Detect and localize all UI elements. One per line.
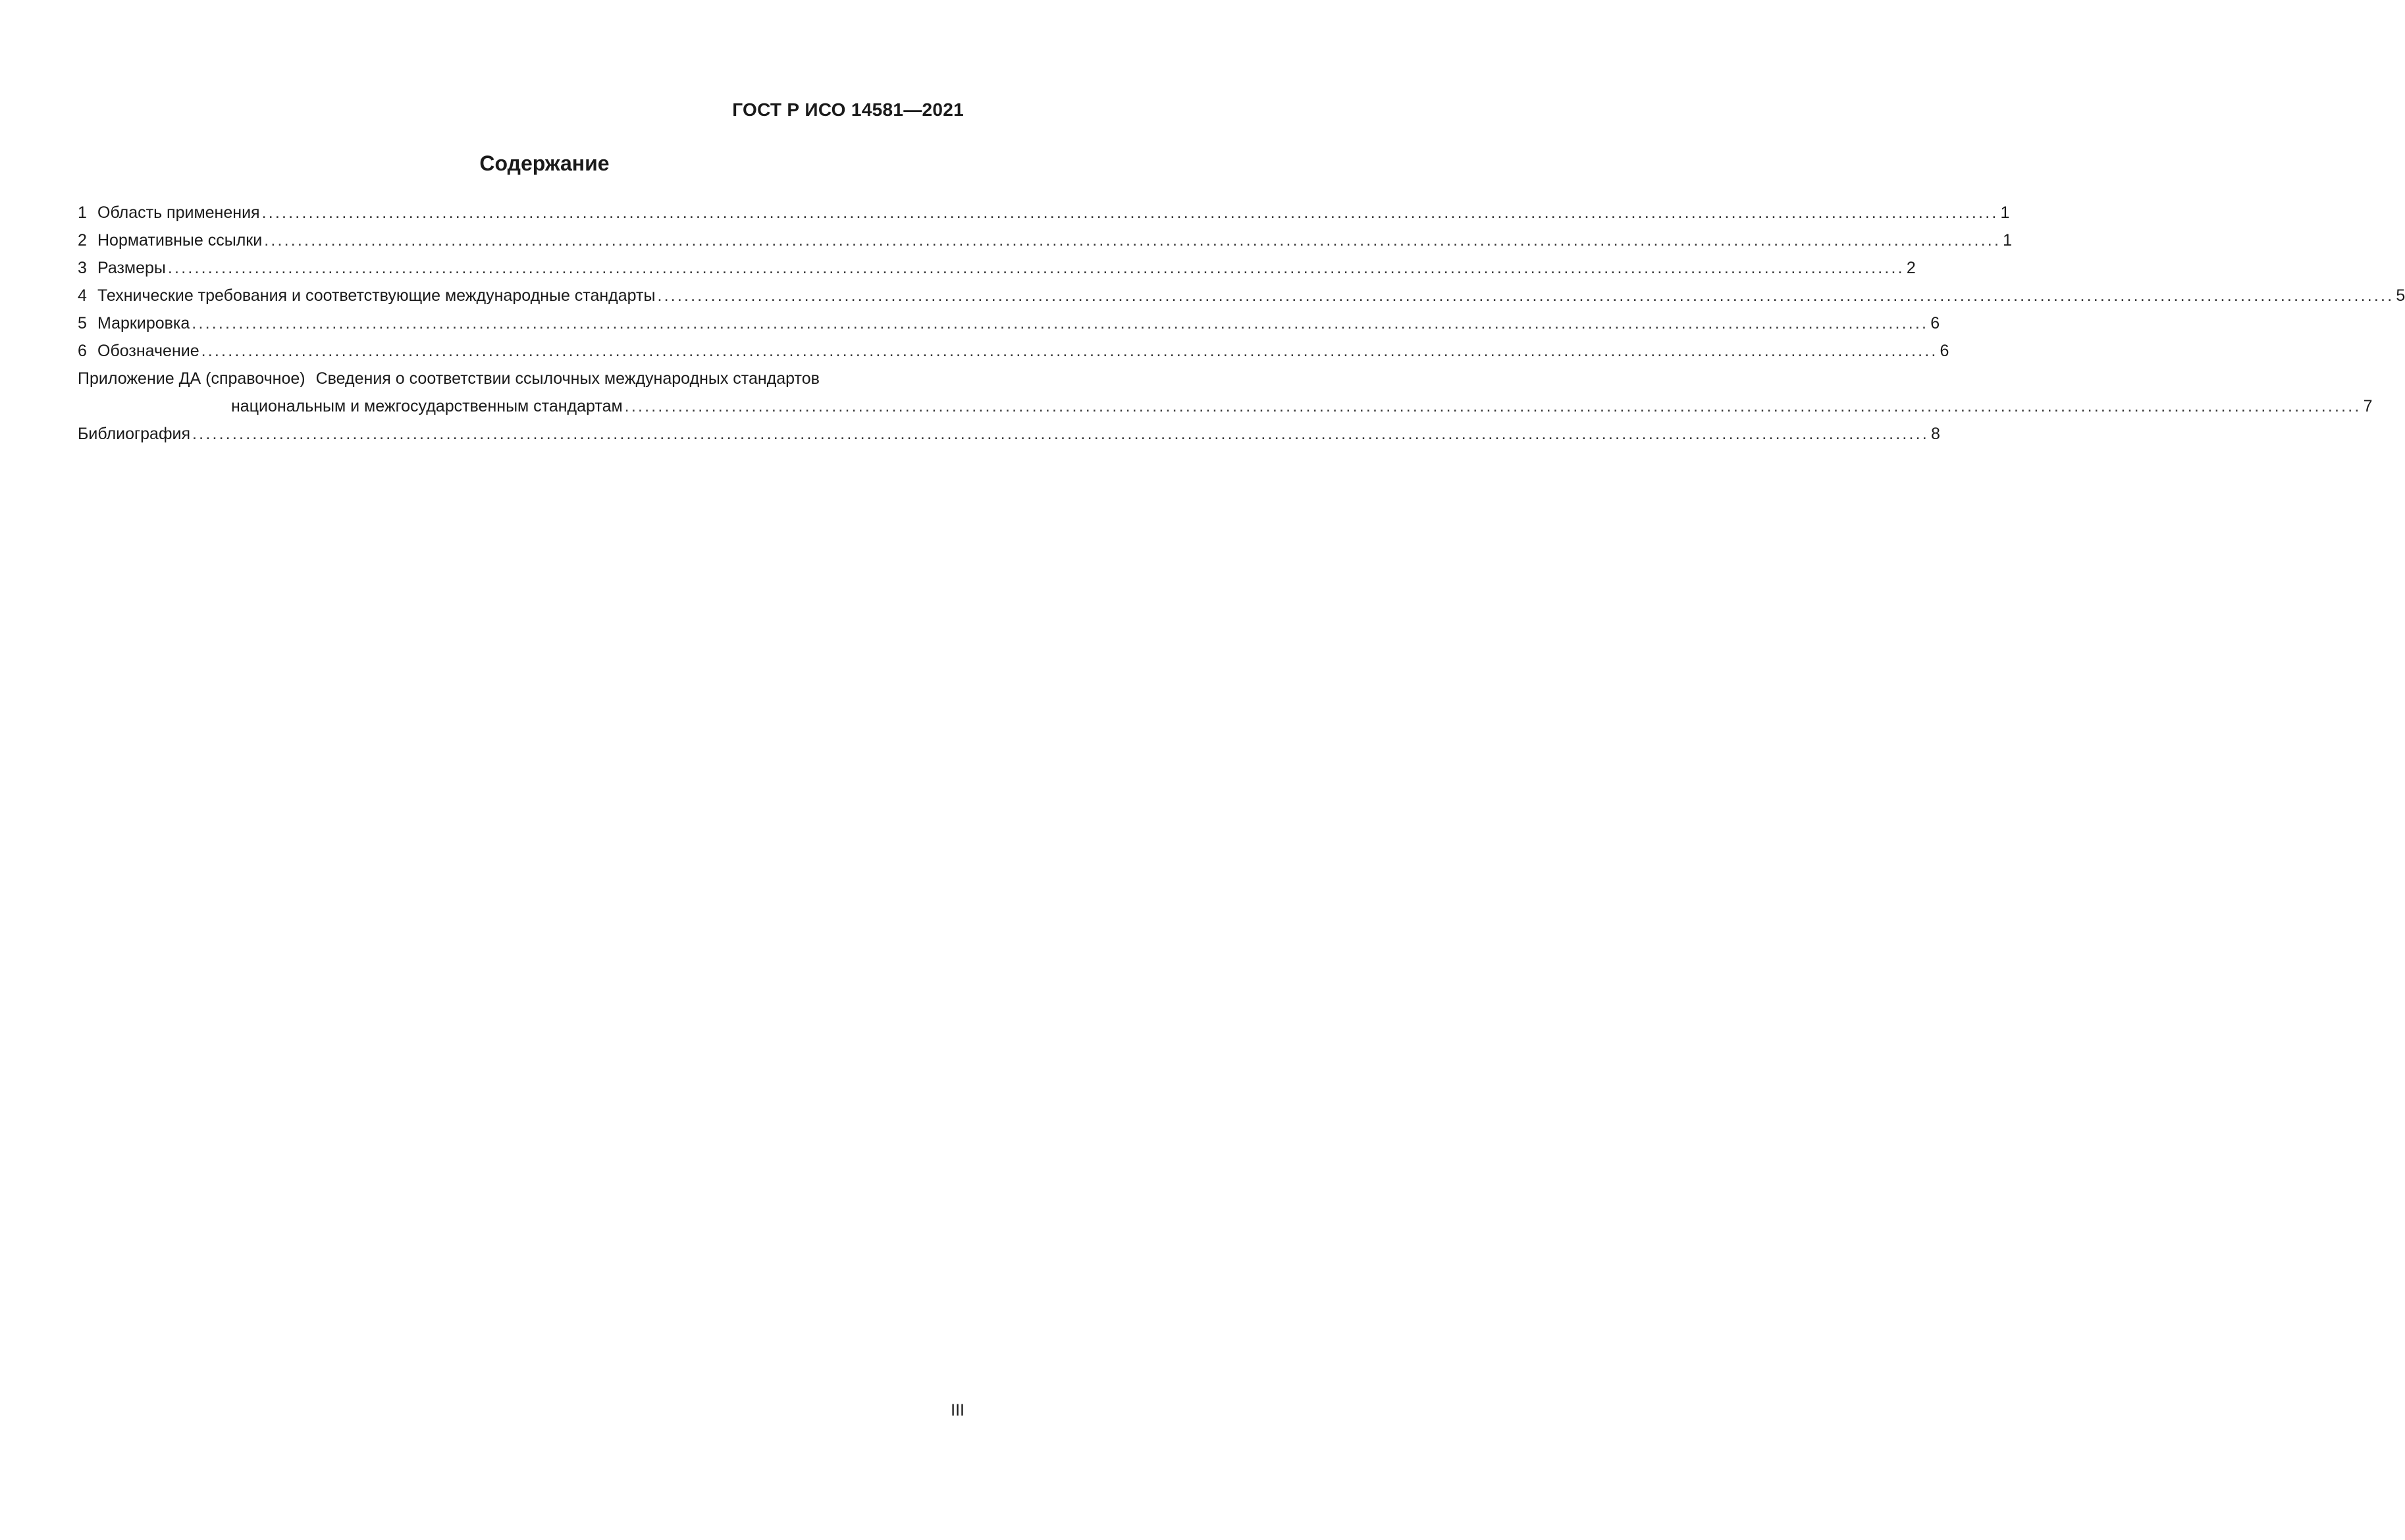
toc-entry-page: 1 <box>2000 203 2010 222</box>
toc-entry-page: 6 <box>1940 342 1949 360</box>
toc-entry-label: Обозначение <box>97 342 199 360</box>
leader-dots: .................................................................................................................................................................................................................................................................... <box>201 342 1938 360</box>
toc-entry-page: 6 <box>1930 314 1940 332</box>
leader-dots: .................................................................................................................................................................................................................................................................... <box>624 397 2362 415</box>
toc-entry-designation[interactable] <box>78 337 1949 365</box>
toc-title: Содержание <box>479 151 610 175</box>
leader-dots: .................................................................................................................................................................................................................................................................... <box>261 203 1999 222</box>
toc-entry-marking[interactable] <box>78 309 1940 337</box>
appendix-heading: Приложение ДА (справочное) <box>78 369 305 388</box>
toc-entry-page: 8 <box>1930 425 1940 443</box>
toc-entry-page: 5 <box>2396 286 2405 305</box>
toc-entry-number: 6 <box>78 342 87 360</box>
toc-entry-label: Маркировка <box>97 314 190 332</box>
toc-entry-page: 7 <box>2363 397 2373 415</box>
toc-entry-scope[interactable] <box>78 199 2010 226</box>
appendix-title-line2: национальным и межгосударственным стандартам <box>231 392 623 420</box>
toc-entry-label: Технические требования и соответствующие международные стандарты <box>97 286 656 305</box>
appendix-title-line1: Сведения о соответствии ссылочных международных стандартов <box>315 369 820 388</box>
toc-entry-label: Область применения <box>97 203 260 222</box>
toc-entry-normative-references[interactable] <box>78 226 2013 254</box>
toc-entry-number: 3 <box>78 259 87 277</box>
leader-dots: .................................................................................................................................................................................................................................................................... <box>192 425 1929 443</box>
toc-entry-bibliography[interactable] <box>78 420 1940 448</box>
toc-entry-dimensions[interactable] <box>78 254 1916 282</box>
toc-entry-label: Библиография <box>78 420 190 448</box>
leader-dots: .................................................................................................................................................................................................................................................................... <box>167 259 1905 277</box>
toc-entry-appendix-continued[interactable] <box>78 392 2373 420</box>
toc-entry-number: 5 <box>78 314 87 332</box>
toc-entry-technical-requirements[interactable] <box>78 282 2405 309</box>
toc-entry-appendix[interactable] <box>78 365 966 392</box>
toc-entry-page: 2 <box>1906 259 1916 277</box>
leader-dots: .................................................................................................................................................................................................................................................................... <box>192 314 1929 332</box>
document-code: ГОСТ Р ИСО 14581—2021 <box>732 99 964 120</box>
toc-entry-label: Нормативные ссылки <box>97 231 263 250</box>
toc-entry-label: Размеры <box>97 259 166 277</box>
toc-entry-page: 1 <box>2003 231 2013 250</box>
toc-entry-number: 1 <box>78 203 87 222</box>
toc-entry-number: 4 <box>78 286 87 305</box>
toc-entry-number: 2 <box>78 231 87 250</box>
page-number: III <box>951 1401 965 1420</box>
leader-dots: .................................................................................................................................................................................................................................................................... <box>264 231 2001 250</box>
table-of-contents <box>78 199 2405 448</box>
leader-dots: .................................................................................................................................................................................................................................................................... <box>657 286 2394 305</box>
